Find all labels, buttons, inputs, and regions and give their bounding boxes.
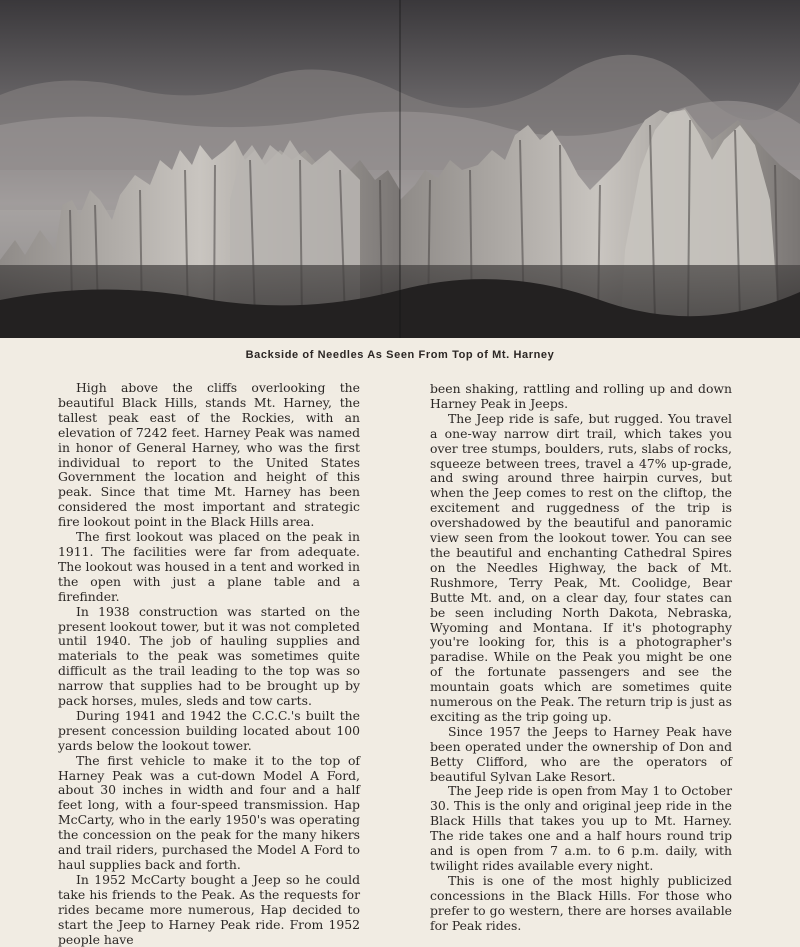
page-fold xyxy=(399,0,401,338)
paragraph: In 1952 McCarty bought a Jeep so he could take his friends to the Peak. As the requests for rides became more numerous, Hap decided to start the Jeep to Harney Peak ride. From 1952 people have xyxy=(58,871,360,947)
paragraph-continuation: been shaking, rattling and rolling up and down Harney Peak in Jeeps. xyxy=(430,381,732,411)
paragraph: During 1941 and 1942 the C.C.C.'s built the present concession building located about 100 yards below the lookout tower. xyxy=(58,707,360,753)
paragraph: The first vehicle to make it to the top of Harney Peak was a cut-down Model A Ford, about 30 inches in width and four and a half feet long, with a four-speed transmission. Hap McCarty, who in the early 1950's was operating the concession on the peak for the many hikers and trail riders, purchased the Model A Ford to haul supplies back and forth. xyxy=(58,752,360,872)
paragraph: The Jeep ride is open from May 1 to October 30. This is the only and original jeep ride in the Black Hills that takes you up to Mt. Harney. The ride takes one and a half hours round trip and is open from 7 a.m. to 6 p.m. daily, with twilight rides available every night. xyxy=(430,783,732,873)
paragraph: The Jeep ride is safe, but rugged. You travel a one-way narrow dirt trail, which takes you over tree stumps, boulders, ruts, slabs of rocks, squeeze between trees, travel a 47% up-grade, and swing around three hairpin curves, but when the Jeep comes to rest on the cliftop, the excitement and ruggedness of the trip is overshadowed by the beautiful and panoramic view seen from the lookout tower. You can see the beautiful and enchanting Cathedral Spires on the Needles Highway, the back of Mt. Rushmore, Terry Peak, Mt. Coolidge, Bear Butte Mt. and, on a clear day, four states can be seen including North Dakota, Nebraska, Wyoming and Montana. If it's photography you're looking for, this is a photographer's paradise. While on the Peak you might be one of the fortunate passengers and see the mountain goats which are sometimes quite numerous on the Peak. The return trip is just as exciting as the trip going up. xyxy=(430,410,732,724)
paragraph: Since 1957 the Jeeps to Harney Peak have been operated under the ownership of Don and Betty Clifford, who are the operators of beautiful Sylvan Lake Resort. xyxy=(430,723,732,784)
paragraph: This is one of the most highly publicized concessions in the Black Hills. For those who prefer to go western, there are horses available for Peak rides. xyxy=(430,872,732,933)
paragraph: High above the cliffs overlooking the beautiful Black Hills, stands Mt. Harney, the tallest peak east of the Rockies, with an elevation of 7242 feet. Harney Peak was named in honor of General Harney, who was the first individual to report to the United States Government the location and height of this peak. Since that time Mt. Harney has been considered the most important and strategic fire lookout point in the Black Hills area. xyxy=(58,380,360,530)
paragraph: In 1938 construction was started on the present lookout tower, but it was not completed until 1940. The job of hauling supplies and materials to the peak was sometimes quite difficult as the trail leading to the top was so narrow that supplies had to be brought up by pack horses, mules, sleds and tow carts. xyxy=(58,603,360,709)
right-column xyxy=(430,382,732,934)
photo-caption: Backside of Needles As Seen From Top of Mt. Harney xyxy=(245,349,555,361)
left-column xyxy=(58,381,360,947)
paragraph: The first lookout was placed on the peak in 1911. The facilities were far from adequate. The lookout was housed in a tent and worked in the open with just a plane table and a firefinder. xyxy=(58,529,360,604)
